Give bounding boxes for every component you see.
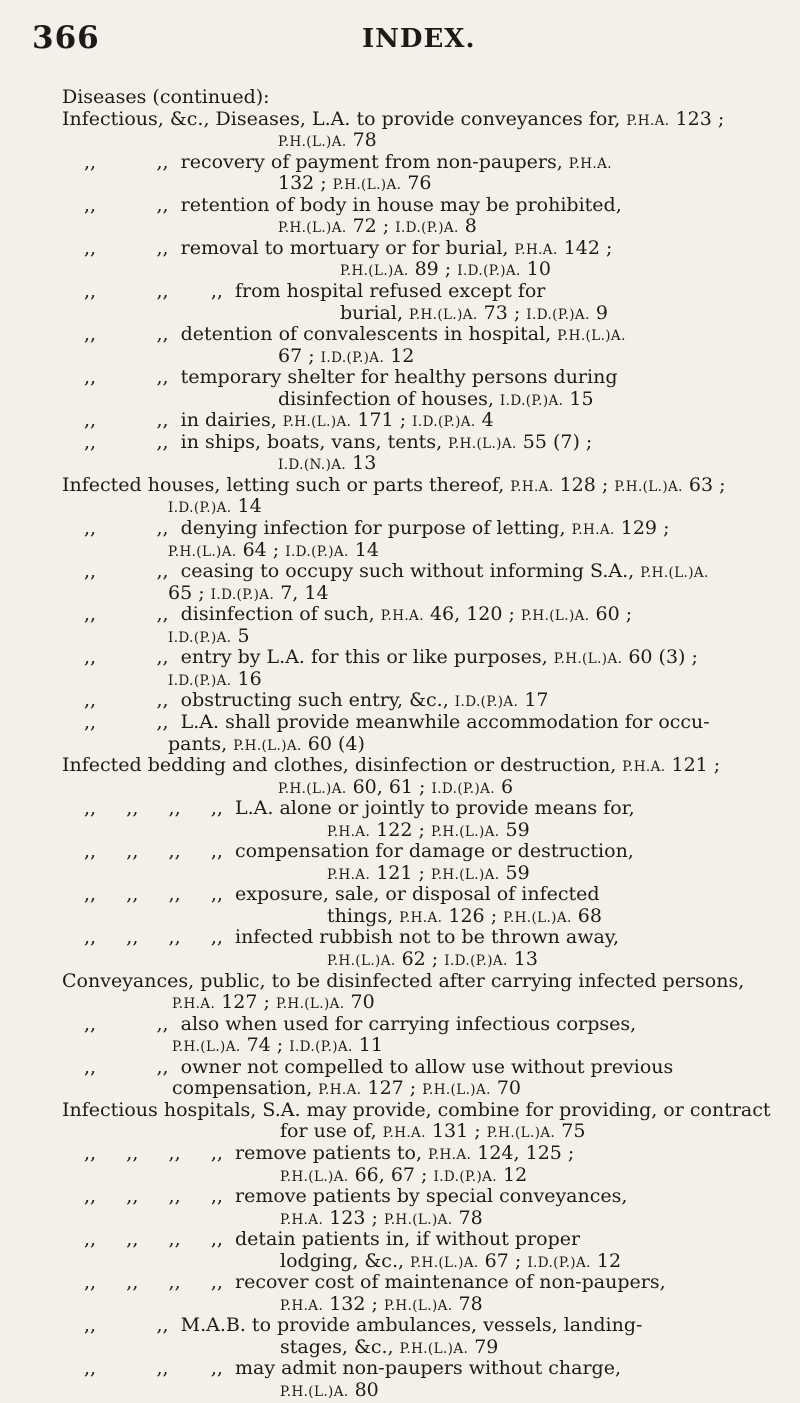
index-line: P.H.A. 122 ; P.H.(L.)A. 59 — [327, 818, 530, 841]
index-line: ,, ,, in ships, boats, vans, tents, P.H.(L.)A. 55 (7) ; — [84, 430, 593, 453]
index-line: ,, ,, M.A.B. to provide ambulances, vessels, landing- — [84, 1314, 643, 1337]
index-line: ,, ,, ,, ,, detain patients in, if without proper — [84, 1228, 581, 1251]
index-line: Infected bedding and clothes, disinfection or destruction, P.H.A. 121 ; — [62, 754, 721, 777]
index-line: ,, ,, ,, ,, remove patients to, P.H.A. 124, 125 ; — [84, 1141, 575, 1164]
index-line: I.D.(P.)A. 14 — [168, 495, 262, 518]
index-line: ,, ,, ,, ,, recover cost of maintenance of non-paupers, — [84, 1271, 666, 1294]
index-line: ,, ,, owner not compelled to allow use without previous — [84, 1055, 674, 1078]
index-line: compensation, P.H.A. 127 ; P.H.(L.)A. 70 — [172, 1077, 522, 1100]
index-line: burial, P.H.(L.)A. 73 ; I.D.(P.)A. 9 — [340, 301, 608, 324]
index-line: ,, ,, recovery of payment from non-paupers, P.H.A. — [84, 150, 612, 173]
index-line: ,, ,, ,, ,, remove patients by special conveyances, — [84, 1185, 628, 1208]
index-line: ,, ,, in dairies, P.H.(L.)A. 171 ; I.D.(P.)A. 4 — [84, 409, 494, 432]
index-line: ,, ,, ,, ,, exposure, sale, or disposal of infected — [84, 883, 600, 906]
index-line: 67 ; I.D.(P.)A. 12 — [278, 344, 415, 367]
index-line: P.H.(L.)A. 64 ; I.D.(P.)A. 14 — [168, 538, 379, 561]
index-line: ,, ,, temporary shelter for healthy persons during — [84, 366, 618, 389]
index-line: ,, ,, detention of convalescents in hospital, P.H.(L.)A. — [84, 323, 626, 346]
index-line: ,, ,, removal to mortuary or for burial, P.H.A. 142 ; — [84, 236, 613, 259]
index-line: ,, ,, also when used for carrying infectious corpses, — [84, 1012, 637, 1035]
index-line: for use of, P.H.A. 131 ; P.H.(L.)A. 75 — [280, 1120, 586, 1143]
index-line: Infected houses, letting such or parts thereof, P.H.A. 128 ; P.H.(L.)A. 63 ; — [62, 473, 726, 496]
index-line: Infectious hospitals, S.A. may provide, combine for providing, or contract — [62, 1098, 771, 1121]
index-line: P.H.A. 123 ; P.H.(L.)A. 78 — [280, 1206, 483, 1229]
index-line: ,, ,, entry by L.A. for this or like purposes, P.H.(L.)A. 60 (3) ; — [84, 646, 698, 669]
index-line: I.D.(P.)A. 5 — [168, 624, 250, 647]
index-line: I.D.(N.)A. 13 — [278, 452, 377, 475]
index-line: ,, ,, ceasing to occupy such without informing S.A., P.H.(L.)A. — [84, 560, 709, 583]
index-line: ,, ,, ,, ,, infected rubbish not to be thrown away, — [84, 926, 620, 949]
index-line: ,, ,, denying infection for purpose of letting, P.H.A. 129 ; — [84, 517, 670, 539]
index-line: P.H.(L.)A. 78 — [278, 129, 377, 152]
index-line: P.H.(L.)A. 62 ; I.D.(P.)A. 13 — [327, 948, 538, 970]
index-line: P.H.A. 132 ; P.H.(L.)A. 78 — [280, 1292, 483, 1315]
index-line: P.H.(L.)A. 89 ; I.D.(P.)A. 10 — [340, 258, 551, 281]
index-line: P.H.(L.)A. 74 ; I.D.(P.)A. 11 — [172, 1034, 383, 1057]
index-line: P.H.(L.)A. 80 — [280, 1379, 379, 1401]
index-line: Infectious, &c., Diseases, L.A. to provide conveyances for, P.H.A. 123 ; — [62, 107, 725, 130]
index-line: ,, ,, ,, may admit non-paupers without charge, — [84, 1357, 622, 1380]
running-head: INDEX. — [362, 24, 476, 54]
index-line: 65 ; I.D.(P.)A. 7, 14 — [168, 581, 329, 604]
index-line: ,, ,, ,, ,, compensation for damage or destruction, — [84, 840, 634, 863]
index-line: P.H.A. 121 ; P.H.(L.)A. 59 — [327, 861, 530, 884]
index-line: lodging, &c., P.H.(L.)A. 67 ; I.D.(P.)A. 12 — [280, 1249, 622, 1272]
index-line: P.H.(L.)A. 66, 67 ; I.D.(P.)A. 12 — [280, 1163, 528, 1186]
index-line: I.D.(P.)A. 16 — [168, 667, 262, 690]
index-line: ,, ,, obstructing such entry, &c., I.D.(P.)A. 17 — [84, 689, 549, 712]
index-line: 132 ; P.H.(L.)A. 76 — [278, 172, 432, 195]
index-line: pants, P.H.(L.)A. 60 (4) — [168, 732, 365, 755]
index-line: P.H.A. 127 ; P.H.(L.)A. 70 — [172, 991, 375, 1014]
index-line: ,, ,, ,, from hospital refused except for — [84, 279, 546, 302]
index-line: ,, ,, ,, ,, L.A. alone or jointly to provide means for, — [84, 797, 635, 820]
index-line: ,, ,, retention of body in house may be prohibited, — [84, 193, 622, 216]
index-line: ,, ,, L.A. shall provide meanwhile accommodation for occu- — [84, 710, 710, 733]
index-line: Diseases (continued): — [62, 86, 270, 108]
page-number: 366 — [32, 20, 100, 56]
index-line: disinfection of houses, I.D.(P.)A. 15 — [278, 387, 594, 410]
index-line: things, P.H.A. 126 ; P.H.(L.)A. 68 — [327, 904, 602, 927]
index-line: Conveyances, public, to be disinfected after carrying infected persons, — [62, 969, 745, 992]
index-line: P.H.(L.)A. 72 ; I.D.(P.)A. 8 — [278, 215, 477, 238]
index-line: P.H.(L.)A. 60, 61 ; I.D.(P.)A. 6 — [278, 775, 514, 798]
index-line: ,, ,, disinfection of such, P.H.A. 46, 120 ; P.H.(L.)A. 60 ; — [84, 603, 633, 626]
index-line: stages, &c., P.H.(L.)A. 79 — [280, 1335, 499, 1358]
